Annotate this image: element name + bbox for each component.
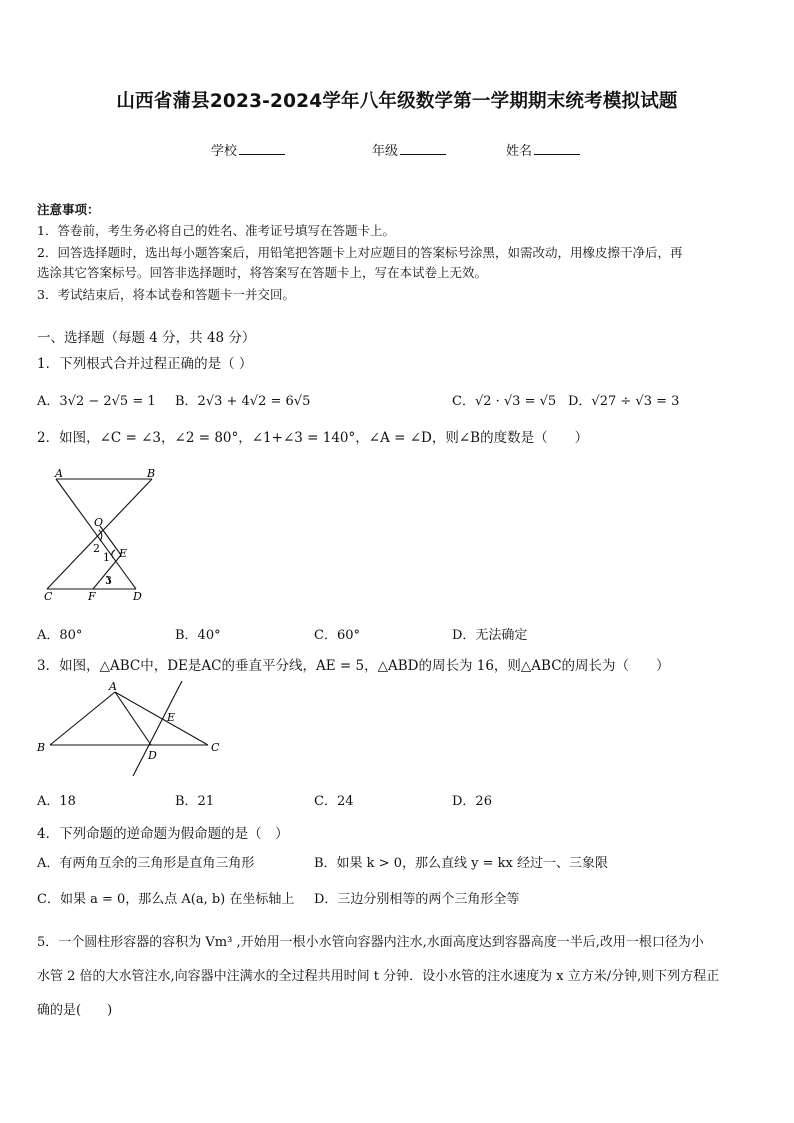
q2-label-2: 2	[93, 542, 100, 555]
q2-label-3: 3	[105, 574, 112, 587]
page-title: 山西省蒲县2023-2024学年八年级数学第一学期期末统考模拟试题	[116, 91, 678, 112]
name-field	[506, 140, 580, 159]
q5-line-2: 水管 2 倍的大水管注水,向容器中注满水的全过程共用时间 t 分钟．设小水管的注水速度为 x 立方米/分钟,则下列方程正	[37, 969, 720, 984]
grade-label: 年级	[372, 144, 399, 159]
name-blank	[534, 142, 580, 155]
q3-option-a: A．18	[37, 794, 76, 809]
q2-option-c: C．60°	[314, 628, 360, 643]
q5-line-3: 确的是( )	[37, 1003, 113, 1018]
q2-label-a: A	[55, 467, 63, 480]
q1-option-d: D．√27 ÷ √3 = 3	[568, 394, 680, 409]
q1-option-a: A．3√2 − 2√5 = 1	[37, 394, 156, 409]
q2-label-d: D	[133, 590, 142, 603]
note-item-1: 1．答卷前，考生务必将自己的姓名、准考证号填写在答题卡上。	[37, 223, 395, 238]
note-item-2b: 选涂其它答案标号。回答非选择题时，将答案写在答题卡上，写在本试卷上无效。	[37, 265, 488, 280]
q3-label-c: C	[211, 741, 220, 754]
school-field	[211, 140, 285, 159]
q2-label-b: B	[147, 467, 156, 480]
q3-label-e: E	[167, 711, 176, 724]
q1-option-b: B．2√3 + 4√2 = 6√5	[175, 394, 311, 409]
q2-option-b: B．40°	[175, 628, 221, 643]
q2-stem: 2．如图，∠C = ∠3，∠2 = 80°，∠1+∠3 = 140°，∠A = ∠D，则∠B的度数是（ ）	[37, 430, 589, 446]
name-label: 姓名	[506, 144, 533, 159]
q3-figure	[36, 676, 236, 782]
grade-field	[372, 140, 446, 159]
q2-label-f: F	[88, 590, 96, 603]
q2-option-a: A．80°	[37, 628, 83, 643]
q2-option-d: D．无法确定	[452, 628, 528, 643]
notes-heading: 注意事项：	[37, 202, 100, 217]
q5-line-1: 5．一个圆柱形容器的容积为 Vm³ ,开始用一根小水管向容器内注水,水面高度达到容器高度一半后,改用一根口径为小	[37, 935, 704, 950]
q3-label-b: B	[37, 741, 46, 754]
q4-stem: 4．下列命题的逆命题为假命题的是（ ）	[37, 826, 289, 842]
q2-label-e: E	[119, 547, 128, 560]
section-heading: 一、选择题（每题 4 分，共 48 分）	[37, 330, 256, 346]
q2-label-c: C	[44, 590, 53, 603]
q1-stem: 1．下列根式合并过程正确的是（ ）	[37, 356, 253, 372]
note-item-2a: 2．回答选择题时，选出每小题答案后，用铅笔把答题卡上对应题目的答案标号涂黑，如需改动，用橡皮擦干净后，再	[37, 245, 683, 260]
q4-option-d: D．三边分别相等的两个三角形全等	[314, 892, 520, 907]
q4-option-b: B．如果 k > 0，那么直线 y = kx 经过一、三象限	[314, 856, 608, 871]
q1-option-c: C．√2 · √3 = √5	[452, 394, 557, 409]
q3-option-c: C．24	[314, 794, 354, 809]
school-label: 学校	[211, 144, 238, 159]
q4-option-c: C．如果 a = 0，那么点 A(a, b) 在坐标轴上	[37, 892, 295, 907]
q2-label-o: O	[94, 516, 104, 529]
q2-figure	[36, 466, 166, 606]
q3-option-b: B．21	[175, 794, 215, 809]
grade-blank	[400, 142, 446, 155]
school-blank	[239, 142, 285, 155]
q3-stem: 3．如图，△ABC中，DE是AC的垂直平分线，AE = 5，△ABD的周长为 16，则△ABC的周长为（ ）	[37, 658, 670, 674]
q3-option-d: D．26	[452, 794, 492, 809]
q4-option-a: A．有两角互余的三角形是直角三角形	[37, 856, 255, 871]
note-item-3: 3．考试结束后，将本试卷和答题卡一并交回。	[37, 287, 295, 302]
q3-label-d: D	[148, 749, 157, 762]
q3-label-a: A	[109, 680, 117, 693]
q2-label-1: 1	[103, 551, 110, 564]
